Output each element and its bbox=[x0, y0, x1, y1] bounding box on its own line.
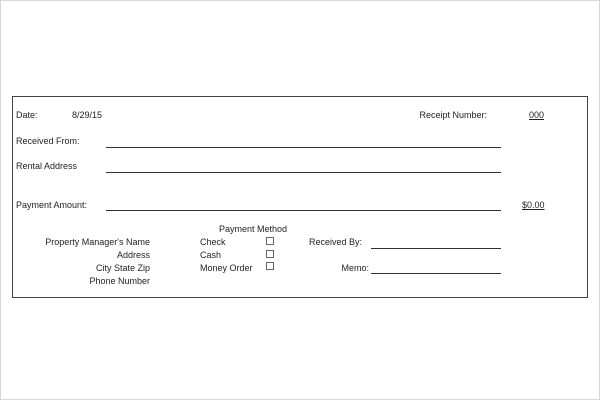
payment-amount-value[interactable]: $0.00 bbox=[522, 200, 545, 210]
manager-address-label: Address bbox=[116, 250, 150, 260]
payment-option-check-label: Check bbox=[200, 237, 226, 247]
memo-field[interactable] bbox=[371, 273, 501, 274]
memo-label: Memo: bbox=[341, 263, 369, 273]
received-from-field[interactable] bbox=[106, 147, 501, 148]
date-label: Date: bbox=[16, 110, 38, 120]
payment-option-cash-checkbox[interactable] bbox=[266, 250, 274, 258]
payment-option-money-order-label: Money Order bbox=[200, 263, 253, 273]
payment-amount-label: Payment Amount: bbox=[16, 200, 88, 210]
payment-option-cash-label: Cash bbox=[200, 250, 222, 260]
date-value[interactable]: 8/29/15 bbox=[72, 110, 103, 120]
payment-method-title: Payment Method bbox=[218, 224, 288, 234]
property-manager-name-label: Property Manager's Name bbox=[45, 237, 150, 247]
rental-address-label: Rental Address bbox=[16, 161, 78, 171]
payment-option-check-checkbox[interactable] bbox=[266, 237, 274, 245]
received-from-label: Received From: bbox=[16, 136, 80, 146]
payment-amount-field[interactable] bbox=[106, 210, 501, 211]
rental-address-field[interactable] bbox=[106, 172, 501, 173]
manager-city-state-zip-label: City State Zip bbox=[95, 263, 150, 273]
manager-phone-label: Phone Number bbox=[89, 276, 150, 286]
received-by-label: Received By: bbox=[309, 237, 363, 247]
received-by-field[interactable] bbox=[371, 248, 501, 249]
rent-receipt-form bbox=[12, 96, 588, 298]
payment-option-money-order-checkbox[interactable] bbox=[266, 262, 274, 270]
receipt-number-label: Receipt Number: bbox=[419, 110, 487, 120]
receipt-number-value[interactable]: 000 bbox=[529, 110, 545, 120]
